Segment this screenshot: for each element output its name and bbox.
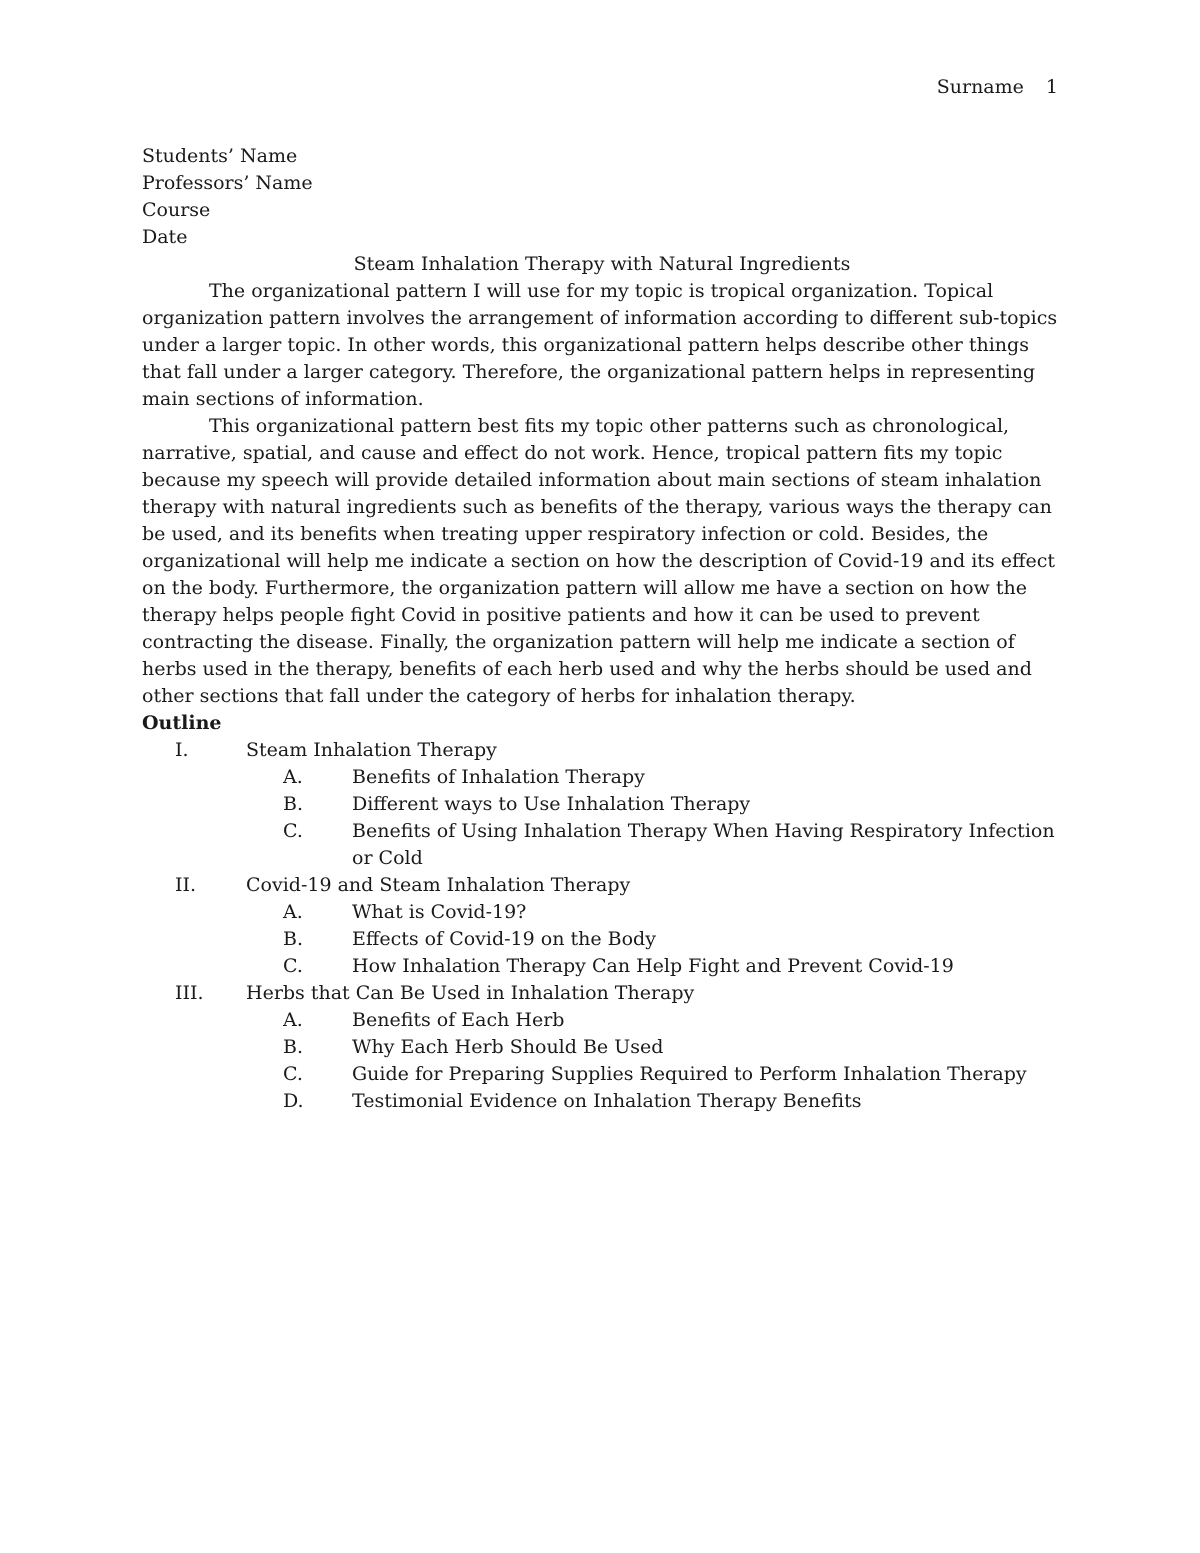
- item-text: Benefits of Using Inhalation Therapy When Having Respiratory Infection or Cold: [352, 820, 1055, 869]
- item-text: Benefits of Each Herb: [352, 1009, 565, 1031]
- course-name: Course: [142, 199, 211, 221]
- item-text: Effects of Covid-19 on the Body: [352, 928, 656, 950]
- document-body: [142, 143, 1062, 1115]
- item-letter: B.: [283, 928, 304, 950]
- section-numeral: I.: [175, 739, 189, 761]
- outline-item: [142, 899, 1062, 926]
- outline-item: [142, 1061, 1062, 1088]
- header-surname: Surname: [936, 76, 1024, 98]
- item-text: How Inhalation Therapy Can Help Fight and Prevent Covid-19: [352, 955, 954, 977]
- item-text: Why Each Herb Should Be Used: [352, 1036, 664, 1058]
- item-text: Guide for Preparing Supplies Required to Perform Inhalation Therapy: [352, 1063, 1027, 1085]
- outline-section: [142, 980, 1062, 1007]
- item-letter: D.: [283, 1090, 304, 1112]
- outline-item: [142, 1088, 1062, 1115]
- section-title: Steam Inhalation Therapy: [246, 739, 497, 761]
- student-name: Students’ Name: [142, 145, 298, 167]
- item-text: Testimonial Evidence on Inhalation Therapy Benefits: [352, 1090, 862, 1112]
- outline-section: [142, 872, 1062, 899]
- paragraph-2-text: This organizational pattern best fits my topic other patterns such as chronological, narrative, spatial, and cause and effect do not work. Hence, tropical pattern fits my topic because my speech will provide detailed information about main sections of steam inhalation therapy with natural ingredients such as benefits of the therapy, various ways the therapy can be used, and its benefits when treating upper respiratory infection or cold. Besides, the organizational will help me indicate a section on how the description of Covid-19 and its effect on the body. Furthermore, the organization pattern will allow me have a section on how the therapy helps people fight Covid in positive patients and how it can be used to prevent contracting the disease. Finally, the organization pattern will help me indicate a section of herbs used in the therapy, benefits of each herb used and why the herbs should be used and other sections that fall under the category of herbs for inhalation therapy.: [142, 415, 1055, 707]
- item-letter: C.: [283, 955, 303, 977]
- item-text: Different ways to Use Inhalation Therapy: [352, 793, 751, 815]
- outline-item: [142, 953, 1062, 980]
- document-title: Steam Inhalation Therapy with Natural Ingredients: [353, 253, 851, 275]
- outline-section: [142, 737, 1062, 764]
- outline-item: [142, 818, 1062, 872]
- section-title: Herbs that Can Be Used in Inhalation Therapy: [246, 982, 695, 1004]
- item-letter: A.: [283, 766, 303, 788]
- item-letter: A.: [283, 901, 303, 923]
- item-letter: B.: [283, 793, 304, 815]
- professor-name: Professors’ Name: [142, 172, 313, 194]
- item-letter: A.: [283, 1009, 303, 1031]
- item-letter: B.: [283, 1036, 304, 1058]
- outline-item: [142, 926, 1062, 953]
- item-text: Benefits of Inhalation Therapy: [352, 766, 645, 788]
- date: Date: [142, 226, 188, 248]
- paragraph-2: [142, 413, 1062, 710]
- paragraph-1-text: The organizational pattern I will use for my topic is tropical organization. Topical organization pattern involves the arrangement of information according to different sub-topics under a larger topic. In other words, this organizational pattern helps describe other things that fall under a larger category. Therefore, the organizational pattern helps in representing main sections of information.: [142, 280, 1058, 410]
- outline-heading: Outline: [142, 712, 222, 734]
- section-numeral: II.: [175, 874, 197, 896]
- outline-item: [142, 764, 1062, 791]
- outline-item: [142, 791, 1062, 818]
- section-title: Covid-19 and Steam Inhalation Therapy: [246, 874, 631, 896]
- running-header: [937, 74, 1058, 101]
- outline-item: [142, 1034, 1062, 1061]
- section-numeral: III.: [175, 982, 204, 1004]
- outline-item: [142, 1007, 1062, 1034]
- item-letter: C.: [283, 820, 303, 842]
- outline-list: [142, 737, 1062, 1115]
- paragraph-1: [142, 278, 1062, 413]
- item-text: What is Covid-19?: [352, 901, 527, 923]
- item-letter: C.: [283, 1063, 303, 1085]
- header-page-number: 1: [1045, 76, 1058, 98]
